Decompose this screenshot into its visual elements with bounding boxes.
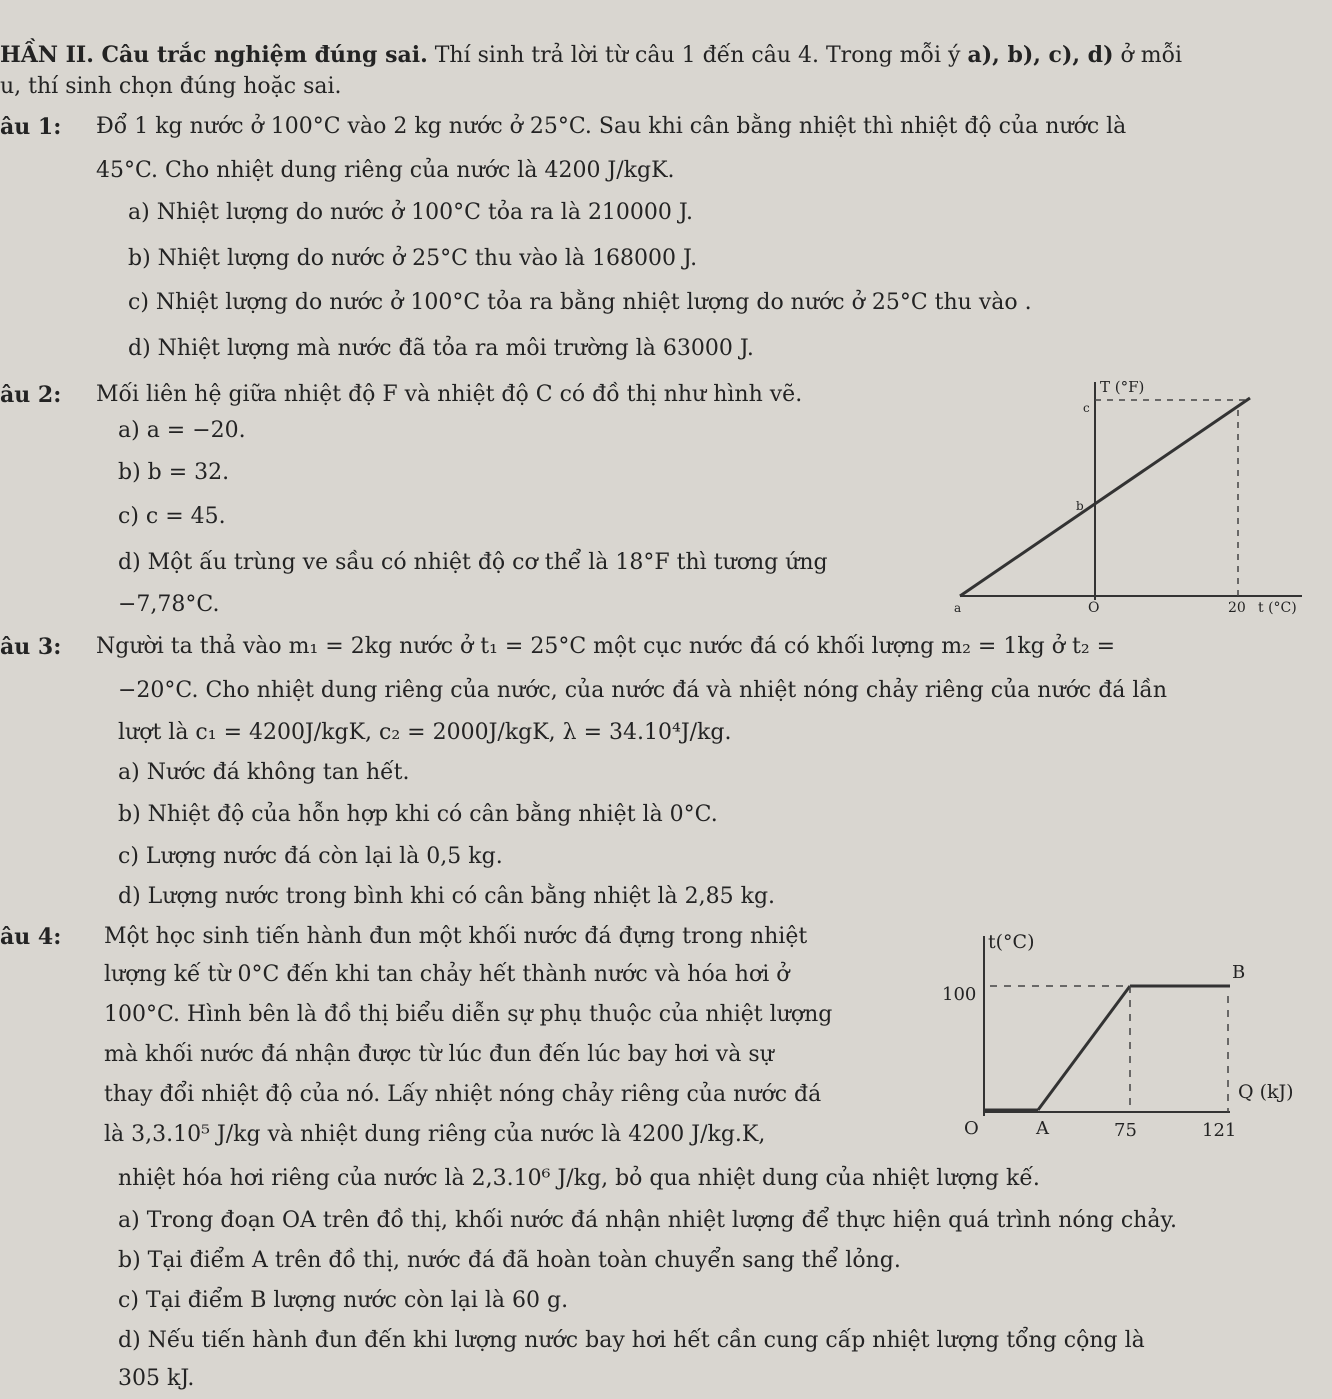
q3-label: âu 3: [0,634,62,660]
q3-option-d: d) Lượng nước trong bình khi có cân bằng nhiệt là 2,85 kg. [118,884,776,909]
q2-option-c: c) c = 45. [118,504,226,529]
q4-segment-heating [1038,986,1130,1110]
q4-stem-5: thay đổi nhiệt độ của nó. Lấy nhiệt nóng chảy riêng của nước đá [104,1082,822,1107]
q1-label: âu 1: [0,114,62,140]
q1-stem: Đổ 1 kg nước ở 100°C vào 2 kg nước ở 25°C. Sau khi cân bằng nhiệt thì nhiệt độ của nước là [96,114,1127,139]
q4-stem-7: nhiệt hóa hơi riêng của nước là 2,3.10⁶ J/kg, bỏ qua nhiệt dung của nhiệt lượng kế. [118,1166,1040,1191]
q4-option-b: b) Tại điểm A trên đồ thị, nước đá đã hoàn toàn chuyển sang thể lỏng. [118,1248,901,1273]
q4-origin: O [964,1118,979,1139]
q4-option-a: a) Trong đoạn OA trên đồ thị, khối nước đá nhận nhiệt lượng để thực hiện quá trình nóng chảy. [118,1208,1177,1233]
q4-stem-1: Một học sinh tiến hành đun một khối nước đá đựng trong nhiệt [104,924,808,949]
q3-stem-cont2: lượt là c₁ = 4200J/kgK, c₂ = 2000J/kgK, λ = 34.10⁴J/kg. [118,720,732,745]
q4-label-a: A [1036,1118,1049,1139]
q4-tick-75: 75 [1114,1120,1137,1141]
q4-label-b: B [1232,962,1246,983]
part-title: HẦN II. Câu trắc nghiệm đúng sai. [0,42,428,68]
q4-stem-6: là 3,3.10⁵ J/kg và nhiệt dung riêng của nước là 4200 J/kg.K, [104,1122,766,1147]
q4-tick-100: 100 [942,984,977,1005]
q1-option-a: a) Nhiệt lượng do nước ở 100°C tỏa ra là 210000 J. [128,200,694,225]
q3-stem: Người ta thả vào m₁ = 2kg nước ở t₁ = 25°C một cục nước đá có khối lượng m₂ = 1kg ở t₂ = [96,634,1116,659]
q2-y-axis-label: T (°F) [1100,378,1145,396]
q2-label: âu 2: [0,382,62,408]
q1-option-d: d) Nhiệt lượng mà nước đã tỏa ra môi trường là 63000 J. [128,336,754,361]
q2-stem: Mối liên hệ giữa nhiệt độ F và nhiệt độ C có đồ thị như hình vẽ. [96,382,803,407]
q4-label: âu 4: [0,924,62,950]
q2-option-d: d) Một ấu trùng ve sầu có nhiệt độ cơ thể là 18°F thì tương ứng [118,550,828,575]
q4-stem-3: 100°C. Hình bên là đồ thị biểu diễn sự phụ thuộc của nhiệt lượng [104,1002,833,1027]
q2-graph-line [960,398,1250,596]
q2-x-axis-label: t (°C) [1258,600,1297,616]
q4-y-axis-label: t(°C) [988,931,1035,953]
q2-origin: O [1088,600,1100,616]
q3-option-b: b) Nhiệt độ của hỗn hợp khi có cân bằng nhiệt là 0°C. [118,802,718,827]
q1-option-c: c) Nhiệt lượng do nước ở 100°C tỏa ra bằng nhiệt lượng do nước ở 25°C thu vào . [128,290,1032,315]
q3-stem-cont1: −20°C. Cho nhiệt dung riêng của nước, của nước đá và nhiệt nóng chảy riêng của nước đá lần [118,678,1168,703]
q4-graph [940,920,1330,1160]
part-intro-keys: a), b), c), d) [967,42,1114,68]
q4-stem-4: mà khối nước đá nhận được từ lúc đun đến lúc bay hơi và sự [104,1042,774,1067]
q2-label-c: c [1083,401,1090,415]
q2-tick-20: 20 [1228,600,1246,616]
q2-graph [940,370,1320,620]
q3-option-c: c) Lượng nước đá còn lại là 0,5 kg. [118,844,503,869]
q2-label-a: a [954,601,962,615]
part-intro: Thí sinh trả lời từ câu 1 đến câu 4. Trong mỗi ý [427,43,968,68]
q4-stem-2: lượng kế từ 0°C đến khi tan chảy hết thành nước và hóa hơi ở [104,962,790,987]
part-intro-line2: u, thí sinh chọn đúng hoặc sai. [0,74,342,99]
q2-option-d-cont: −7,78°C. [118,592,220,617]
q4-option-d-cont: 305 kJ. [118,1366,195,1391]
q1-stem-cont: 45°C. Cho nhiệt dung riêng của nước là 4200 J/kgK. [96,158,675,183]
q2-option-a: a) a = −20. [118,418,246,443]
q2-label-b: b [1076,499,1084,513]
q2-option-b: b) b = 32. [118,460,230,485]
part-header: HẦN II. Câu trắc nghiệm đúng sai. Thí sinh trả lời từ câu 1 đến câu 4. Trong mỗi ý a), b), c), d) ở mỗi [0,42,1183,68]
q1-option-b: b) Nhiệt lượng do nước ở 25°C thu vào là 168000 J. [128,246,698,271]
q4-option-d: d) Nếu tiến hành đun đến khi lượng nước bay hơi hết cần cung cấp nhiệt lượng tổng cộng là [118,1328,1145,1353]
q4-tick-121: 121 [1202,1120,1237,1141]
q4-x-axis-label: Q (kJ) [1238,1081,1294,1103]
q4-option-c: c) Tại điểm B lượng nước còn lại là 60 g. [118,1288,569,1313]
q3-option-a: a) Nước đá không tan hết. [118,760,410,785]
